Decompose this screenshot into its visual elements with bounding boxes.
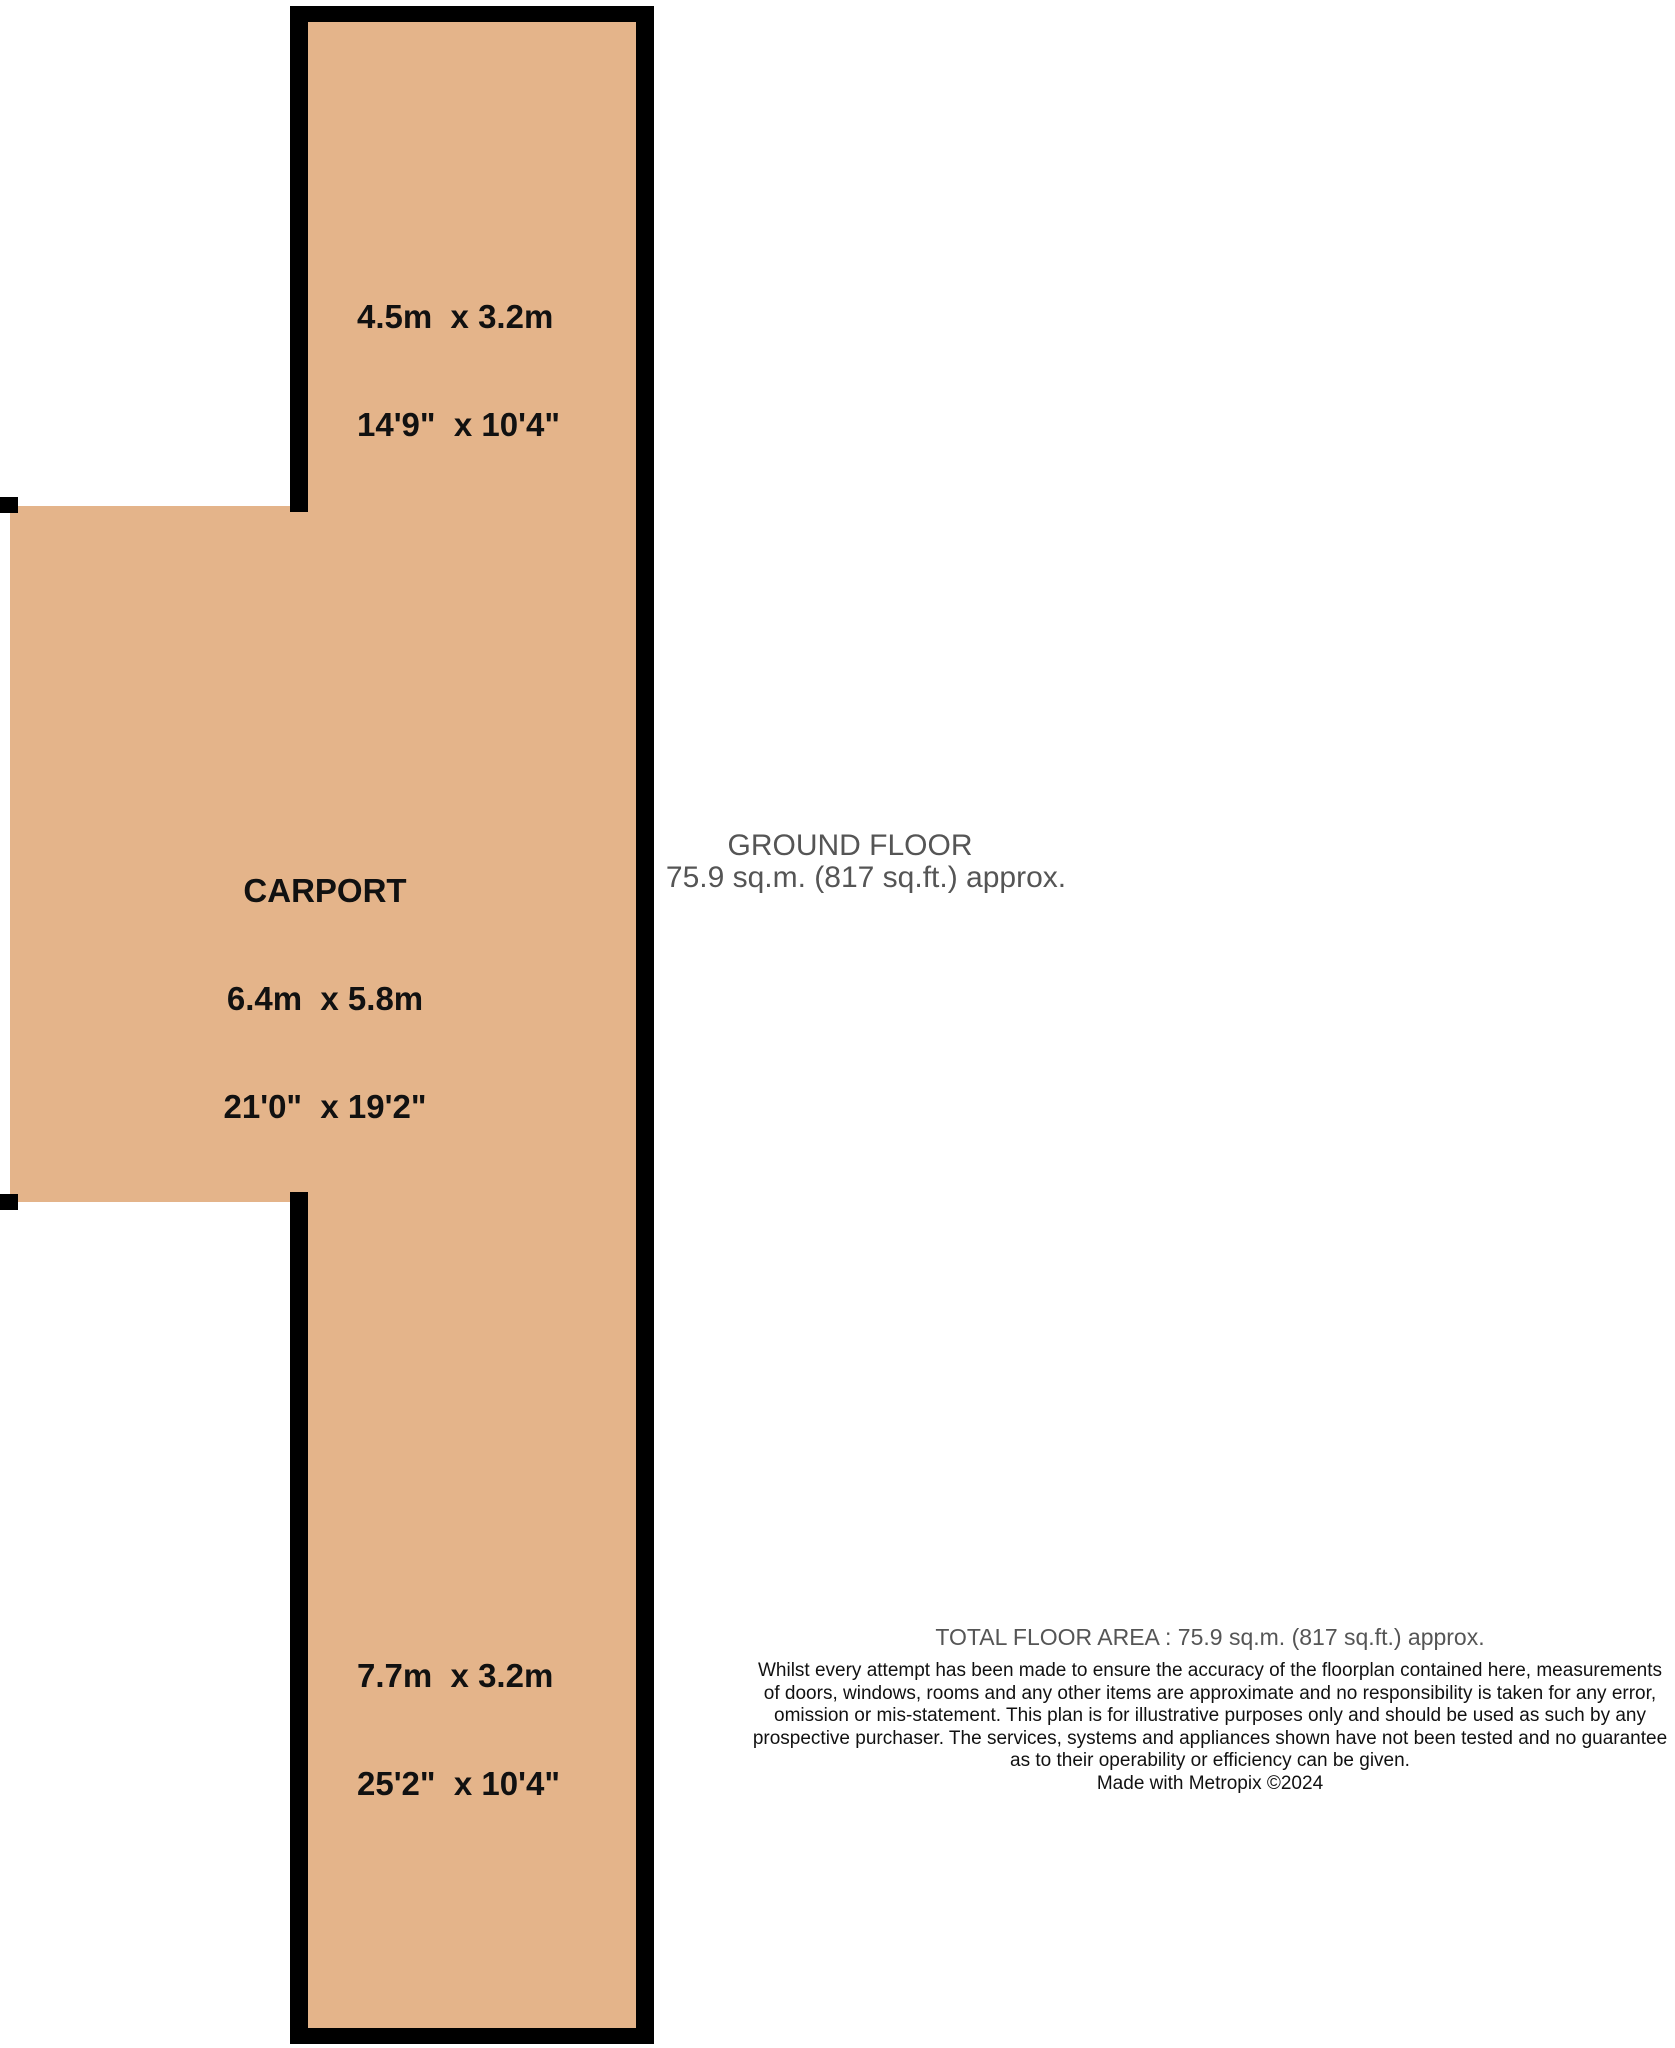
floor-title	[350, 830, 1350, 894]
wall-bottom-left	[290, 1192, 308, 2044]
total-floor-area: TOTAL FLOOR AREA : 75.9 sq.m. (817 sq.ft.) approx.	[935, 1624, 1485, 1650]
carport-metric: 6.4m x 5.8m	[226, 980, 424, 1017]
carport-corner-top	[0, 497, 18, 513]
bottom-room-label	[357, 1586, 560, 1838]
wall-top	[290, 6, 652, 22]
disclaimer	[745, 1622, 1675, 1795]
wall-bottom	[290, 2028, 652, 2044]
top-room-imperial: 14'9" x 10'4"	[357, 406, 560, 443]
bottom-room-imperial: 25'2" x 10'4"	[357, 1765, 560, 1802]
top-room-label	[357, 227, 560, 479]
floor-name: GROUND FLOOR	[727, 829, 973, 862]
disclaimer-line: omission or mis-statement. This plan is for illustrative purposes only and should be used as such by any	[774, 1705, 1646, 1726]
top-room-metric: 4.5m x 3.2m	[357, 298, 554, 335]
bottom-room-metric: 7.7m x 3.2m	[357, 1657, 554, 1694]
floor-area: 75.9 sq.m. (817 sq.ft.) approx.	[665, 861, 1067, 894]
disclaimer-line: of doors, windows, rooms and any other items are approximate and no responsibility is taken for any error,	[763, 1682, 1657, 1704]
disclaimer-line: as to their operability or efficiency can be given.	[1010, 1750, 1410, 1771]
disclaimer-line: Whilst every attempt has been made to ensure the accuracy of the floorplan contained here, measurements	[757, 1660, 1663, 1681]
carport-corner-bottom	[0, 1194, 18, 1210]
wall-right	[636, 6, 654, 2044]
wall-top-left	[290, 6, 308, 512]
disclaimer-line: prospective purchaser. The services, systems and appliances shown have not been tested and no guarantee	[752, 1727, 1668, 1749]
made-with-credit: Made with Metropix ©2024	[1096, 1772, 1324, 1794]
carport-imperial: 21'0" x 19'2"	[223, 1088, 427, 1125]
carport-name: CARPORT	[243, 872, 407, 909]
